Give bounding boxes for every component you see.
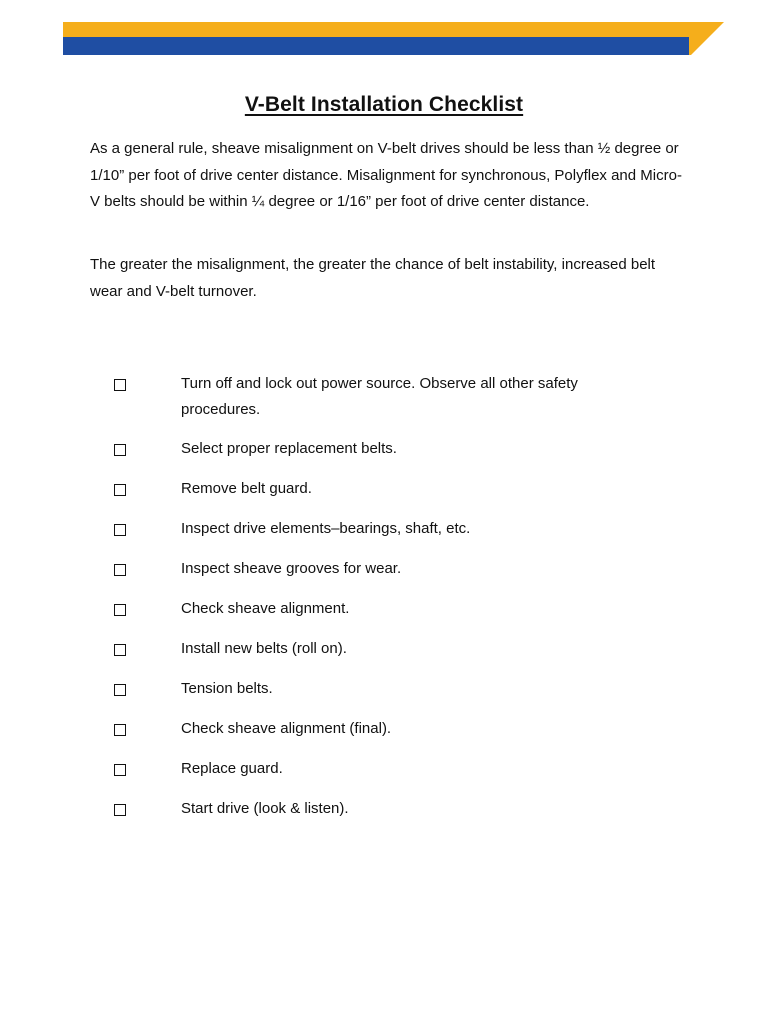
checkbox[interactable] bbox=[114, 684, 126, 696]
checkbox[interactable] bbox=[114, 804, 126, 816]
checklist-item-label: Check sheave alignment. bbox=[181, 600, 350, 617]
checklist-item-label: Turn off and lock out power source. Observe all other safety procedures. bbox=[181, 375, 578, 418]
checklist-item-label: Install new belts (roll on). bbox=[181, 640, 347, 657]
checkbox[interactable] bbox=[114, 764, 126, 776]
checklist-item-label: Replace guard. bbox=[181, 760, 283, 777]
checkbox[interactable] bbox=[114, 604, 126, 616]
checkbox[interactable] bbox=[114, 524, 126, 536]
checklist-item-label: Inspect sheave grooves for wear. bbox=[181, 560, 402, 577]
page-title: V-Belt Installation Checklist bbox=[244, 93, 524, 116]
checkbox[interactable] bbox=[114, 644, 126, 656]
checkbox[interactable] bbox=[114, 379, 126, 391]
checkbox[interactable] bbox=[114, 484, 126, 496]
checklist-item-label: Select proper replacement belts. bbox=[181, 440, 397, 457]
checklist-item-label: Remove belt guard. bbox=[181, 480, 312, 497]
checkbox[interactable] bbox=[114, 564, 126, 576]
checklist-item-label: Start drive (look & listen). bbox=[181, 800, 349, 817]
checkbox[interactable] bbox=[114, 444, 126, 456]
misalignment-note-paragraph: The greater the misalignment, the greater the chance of belt instability, increased belt wear and V-belt turnover. bbox=[90, 256, 656, 300]
intro-paragraph: As a general rule, sheave misalignment on V-belt drives should be less than ½ degree or 1/10” per foot of drive center distance. Misalignment for synchronous, Polyflex and Micro-V belts should be within ¼ degree or 1/16” per foot of drive center distance. bbox=[90, 140, 682, 210]
checklist-item-label: Inspect drive elements–bearings, shaft, etc. bbox=[181, 520, 471, 537]
checkbox[interactable] bbox=[114, 724, 126, 736]
checklist-item-label: Check sheave alignment (final). bbox=[181, 720, 392, 737]
checklist-item-label: Tension belts. bbox=[181, 680, 273, 697]
